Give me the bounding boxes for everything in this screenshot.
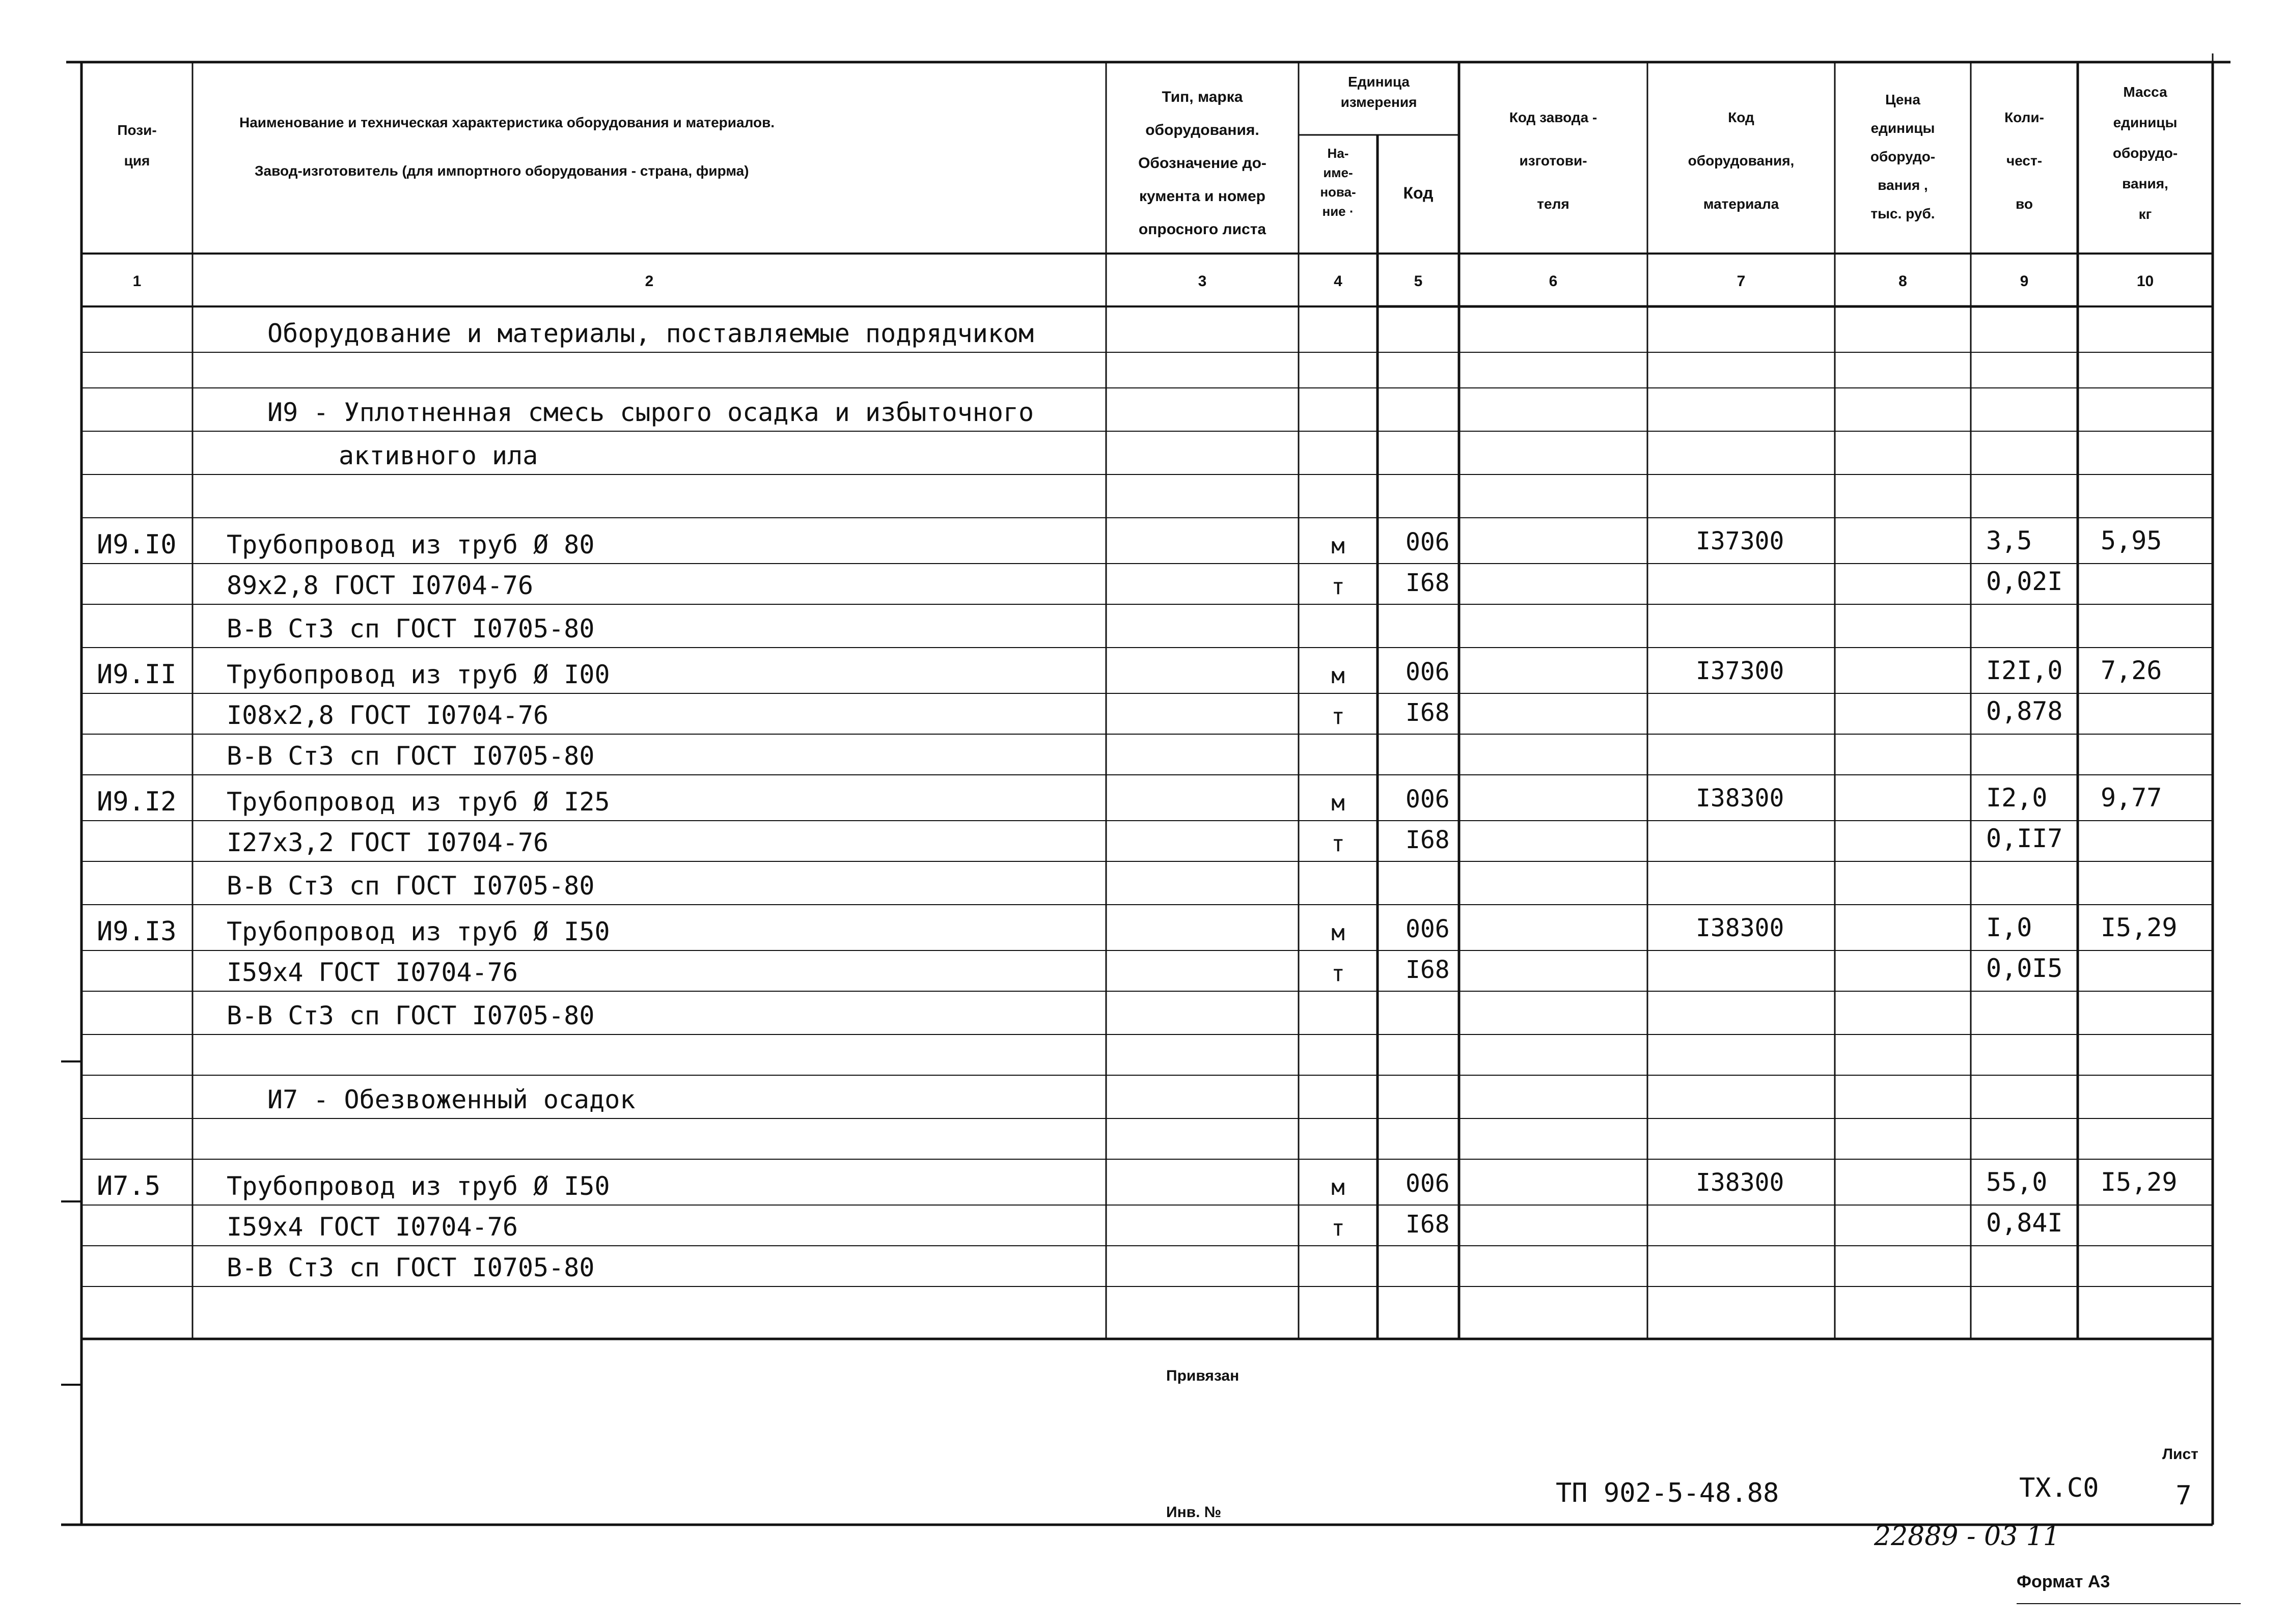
table-row (97, 1167, 2178, 1201)
table-row (227, 1001, 594, 1030)
table-row (339, 441, 538, 470)
header-mass: оборудо- (2112, 145, 2178, 161)
table-row (97, 783, 2162, 817)
row-position: И9.I2 (97, 787, 177, 817)
header-mass: кг (2138, 206, 2152, 222)
row-name: Трубопровод из труб Ø I50 (227, 917, 610, 946)
column-number: 9 (2020, 273, 2029, 290)
row-name: В-В Ст3 сп ГОСТ I0705-80 (227, 1001, 595, 1030)
header-price: оборудо- (1870, 149, 1936, 164)
row-name: В-В Ст3 сп ГОСТ I0705-80 (227, 741, 595, 771)
row-unit: м (1331, 790, 1345, 816)
doc-number: ТП 902-5-48.88 (1556, 1478, 1779, 1508)
column-number: 7 (1737, 273, 1746, 290)
header-unit-group: Единица (1348, 74, 1410, 90)
table-body (97, 319, 2178, 1282)
row-unit: м (1331, 1174, 1345, 1200)
header-type: Обозначение до- (1138, 155, 1266, 172)
row-unit: т (1331, 961, 1345, 987)
row-name: Трубопровод из труб Ø 80 (227, 530, 595, 559)
inv-label: Инв. № (1166, 1504, 1222, 1521)
doc-code: ТХ.С0 (2019, 1473, 2099, 1503)
table-row (227, 1208, 2063, 1242)
row-position: И9.II (97, 659, 177, 690)
column-number: 3 (1198, 273, 1207, 290)
header-price: единицы (1870, 120, 1935, 136)
row-name: I59x4 ГОСТ I0704-76 (227, 1212, 518, 1242)
column-number-row (133, 273, 2154, 290)
row-quantity: I2,0 (1986, 783, 2048, 813)
row-unit: м (1331, 920, 1345, 946)
row-quantity: 55,0 (1986, 1167, 2048, 1197)
row-unit: т (1331, 831, 1345, 857)
table-header (117, 74, 2178, 238)
row-name: В-В Ст3 сп ГОСТ I0705-80 (227, 871, 595, 901)
header-name: Завод-изготовитель (для импортного оборудования - страна, фирма) (255, 163, 749, 179)
row-unit-code: 006 (1406, 785, 1450, 814)
header-factory-code: теля (1537, 196, 1569, 212)
table-row (267, 398, 1034, 427)
row-name: В-В Ст3 сп ГОСТ I0705-80 (227, 1253, 595, 1282)
table-row (267, 319, 1034, 348)
header-name: Наименование и техническая характеристика оборудования и материалов. (239, 115, 775, 130)
table-row (227, 954, 2063, 987)
row-mass: I5,29 (2101, 1167, 2178, 1197)
row-equip-code: I37300 (1696, 527, 1784, 555)
row-equip-code: I38300 (1696, 784, 1784, 813)
format-label: Формат А3 (2017, 1572, 2110, 1591)
column-number: 10 (2136, 273, 2154, 290)
row-quantity: 0,0I5 (1986, 954, 2063, 983)
header-factory-code: изготови- (1519, 153, 1587, 169)
row-equip-code: I37300 (1696, 657, 1784, 685)
row-unit-code: I68 (1406, 698, 1450, 727)
header-mass: Масса (2123, 84, 2167, 100)
table-row (227, 741, 594, 771)
header-price: Цена (1885, 92, 1920, 107)
row-equip-code: I38300 (1696, 914, 1784, 942)
row-name: Трубопровод из труб Ø I25 (227, 787, 610, 817)
title-block (1161, 1360, 2213, 1525)
column-number: 2 (645, 273, 654, 290)
table-row (97, 656, 2162, 690)
row-unit-code: 006 (1406, 915, 1450, 943)
header-type: оборудования. (1145, 122, 1259, 138)
row-name: И9 - Уплотненная смесь сырого осадка и избыточного (267, 398, 1034, 427)
column-number: 4 (1334, 273, 1342, 290)
header-type: кумента и номер (1139, 188, 1266, 205)
table-row (227, 614, 594, 643)
row-unit: т (1331, 574, 1345, 600)
row-unit-code: 006 (1406, 658, 1450, 686)
header-equip-code: оборудования, (1688, 153, 1795, 169)
header-position: ция (124, 153, 150, 169)
row-unit-code: I68 (1406, 569, 1450, 597)
column-number: 5 (1414, 273, 1423, 290)
row-name: Оборудование и материалы, поставляемые подрядчиком (267, 319, 1034, 348)
row-quantity: I,0 (1986, 913, 2032, 942)
row-quantity: 0,878 (1986, 696, 2063, 726)
row-quantity: 0,02I (1986, 567, 2063, 596)
header-type: опросного листа (1138, 221, 1266, 238)
row-name: Трубопровод из труб Ø I50 (227, 1171, 610, 1201)
sheet-label: Лист (2162, 1446, 2198, 1463)
row-quantity: 0,84I (1986, 1208, 2063, 1238)
table-row (227, 567, 2063, 600)
handwritten-number: 22889 - 03 11 (1874, 1521, 2060, 1552)
column-number: 8 (1898, 273, 1907, 290)
header-mass: вания, (2122, 176, 2168, 191)
header-price: вания , (1878, 177, 1928, 193)
header-type: Тип, марка (1162, 89, 1243, 105)
row-unit: м (1331, 533, 1345, 559)
row-position: И9.I3 (97, 916, 177, 947)
column-number: 1 (132, 273, 142, 290)
row-unit: м (1331, 663, 1345, 689)
row-name: активного ила (339, 441, 538, 470)
row-unit: т (1331, 1215, 1345, 1241)
header-mass: единицы (2113, 115, 2178, 130)
row-name: 89x2,8 ГОСТ I0704-76 (227, 571, 534, 600)
table-row (97, 913, 2178, 947)
row-unit-code: I68 (1406, 956, 1450, 984)
row-mass: 5,95 (2101, 526, 2162, 555)
header-unit-name: На- (1327, 146, 1349, 161)
table-row (227, 1253, 594, 1282)
row-unit: т (1331, 704, 1345, 730)
row-position: И9.I0 (97, 529, 177, 560)
row-quantity: 0,II7 (1986, 824, 2063, 853)
header-position: Пози- (117, 122, 157, 138)
header-equip-code: Код (1728, 109, 1754, 125)
row-name: Трубопровод из труб Ø I00 (227, 660, 610, 689)
row-equip-code: I38300 (1696, 1168, 1784, 1197)
row-mass: I5,29 (2101, 913, 2178, 942)
header-equip-code: материала (1703, 196, 1779, 212)
header-quantity: во (2016, 196, 2033, 212)
row-name: I27x3,2 ГОСТ I0704-76 (227, 828, 549, 857)
row-name: В-В Ст3 сп ГОСТ I0705-80 (227, 614, 595, 643)
header-unit-name: нова- (1320, 184, 1356, 200)
header-unit-name: ние · (1322, 204, 1354, 219)
bound-label: Привязан (1166, 1367, 1240, 1384)
header-quantity: Коли- (2004, 109, 2044, 125)
row-name: И7 - Обезвоженный осадок (267, 1085, 636, 1114)
column-number: 6 (1549, 273, 1558, 290)
row-name: I59x4 ГОСТ I0704-76 (227, 958, 518, 987)
row-unit-code: I68 (1406, 826, 1450, 854)
table-row (227, 871, 594, 901)
row-unit-code: I68 (1406, 1210, 1450, 1239)
row-quantity: 3,5 (1986, 526, 2032, 555)
header-unit-group: измерения (1340, 94, 1417, 110)
header-unit-code: Код (1403, 184, 1434, 202)
table-row (227, 696, 2063, 730)
row-unit-code: 006 (1406, 528, 1450, 556)
table-row (267, 1085, 635, 1114)
header-factory-code: Код завода - (1509, 109, 1598, 125)
header-quantity: чест- (2006, 153, 2043, 169)
header-unit-name: име- (1323, 165, 1353, 180)
sheet-number: 7 (2175, 1480, 2192, 1511)
row-position: И7.5 (97, 1171, 161, 1201)
row-mass: 9,77 (2101, 783, 2162, 813)
row-mass: 7,26 (2101, 656, 2162, 685)
row-name: I08x2,8 ГОСТ I0704-76 (227, 701, 549, 730)
row-unit-code: 006 (1406, 1169, 1450, 1198)
table-row (97, 526, 2162, 560)
header-price: тыс. руб. (1870, 206, 1935, 221)
row-quantity: I2I,0 (1986, 656, 2063, 685)
table-row (227, 824, 2063, 857)
